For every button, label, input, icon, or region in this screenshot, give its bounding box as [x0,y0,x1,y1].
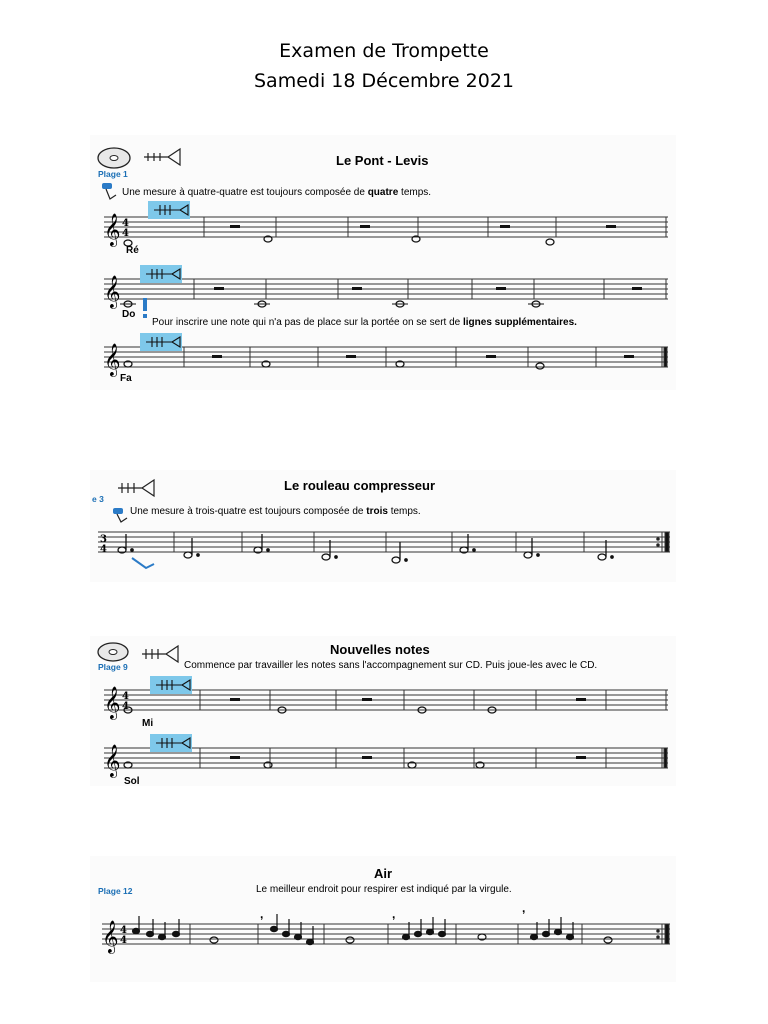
cd-icon [96,640,130,664]
section-rouleau-compresseur [90,470,676,582]
time-signature-top: 3 [100,534,107,545]
svg-text:𝄞: 𝄞 [104,686,121,719]
trumpet-icon [140,145,184,169]
section-title: Nouvelles notes [330,642,430,657]
note-name-do: Do [122,309,136,320]
time-signature-bottom: 4 [120,935,127,946]
section-title: Air [374,866,393,881]
staff-3 [100,331,672,383]
track-label: Plage 12 [98,886,133,896]
instruction-text: Une mesure à trois-quatre est toujours composée de trois temps. [130,506,421,517]
pointing-hand-icon [112,506,130,524]
section-pont-levis [90,135,676,390]
note-name-fa: Fa [120,373,132,384]
svg-text:𝄞: 𝄞 [104,744,121,777]
svg-text:𝄞: 𝄞 [104,213,121,246]
exam-title: Examen de Trompette [279,40,489,62]
svg-text:,: , [260,907,264,921]
staff-1 [100,199,672,259]
staff-2 [100,734,672,780]
instruction-text-2: Pour inscrire une note qui n'a pas de place sur la portée on se sert de lignes supplémentaires. [152,317,577,328]
section-title: Le rouleau compresseur [284,478,435,493]
note-name-mi: Mi [142,718,154,729]
track-label: e 3 [92,494,104,504]
time-signature-top: 4 [122,691,129,702]
trumpet-icon [138,640,182,666]
instruction-text: Commence par travailler les notes sans l'accompagnement sur CD. Puis joue-les avec le CD. [184,660,598,671]
staff-1 [98,904,674,960]
instruction-text: Le meilleur endroit pour respirer est indiqué par la virgule. [256,884,512,895]
time-signature-bottom: 4 [122,701,129,712]
time-signature-bottom: 4 [122,228,129,239]
svg-text:,: , [392,907,396,921]
svg-text:𝄞: 𝄞 [104,343,121,376]
exam-date: Samedi 18 Décembre 2021 [254,70,514,92]
trumpet-icon [114,474,158,500]
time-signature-top: 4 [120,925,127,936]
note-name-re: Ré [126,245,139,256]
svg-text:𝄞: 𝄞 [102,920,119,953]
time-signature-top: 4 [122,218,129,229]
time-signature-bottom: 4 [100,544,107,555]
svg-text:𝄞: 𝄞 [104,275,121,308]
svg-text:,: , [522,904,526,915]
section-nouvelles-notes [90,636,676,786]
staff-2 [100,263,672,315]
instruction-text: Une mesure à quatre-quatre est toujours composée de quatre temps. [122,187,432,198]
section-title: Le Pont - Levis [336,153,429,168]
exclamation-icon [140,297,150,319]
staff-1 [96,524,674,576]
note-name-sol: Sol [124,776,140,787]
section-air [90,856,676,982]
track-label: Plage 1 [98,169,128,179]
cd-icon [96,145,132,171]
staff-1 [100,676,672,728]
track-label: Plage 9 [98,662,128,672]
